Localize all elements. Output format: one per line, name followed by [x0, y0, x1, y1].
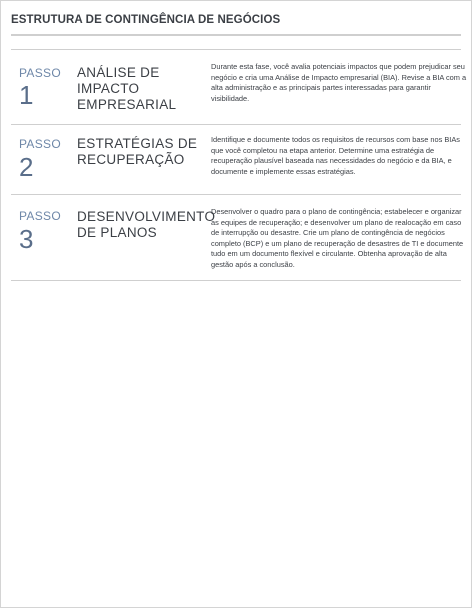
step-number: 2 [19, 152, 34, 182]
step-divider [11, 280, 461, 281]
step-number: 3 [19, 224, 34, 254]
step-title: ANÁLISE DE IMPACTO EMPRESARIAL [77, 65, 177, 112]
title-divider [11, 34, 461, 36]
step-label: PASSO [19, 137, 61, 151]
step-divider [11, 194, 461, 195]
step-description: Desenvolver o quadro para o plano de contingência; estabelecer e organizar as equipes de recuperação; e desenvolver um plano de realocação em caso de interrupção ou desastre. Crie um plano de contingência de negócios completo (BCP) e um plano de recuperação de desastres de TI e documente tudo em um documento flexível e circulante. Obtenha aprovação de alta gestão após a conclusão. [211, 207, 464, 269]
step-description: Identifique e documente todos os requisitos de recursos com base nos BIAs que você completou na etapa anterior. Determine uma estratégia de recuperação plausível baseada nas necessidades do negócio e da BIA, e documente e implemente essas estratégias. [211, 135, 460, 176]
step-label: PASSO [19, 209, 61, 223]
step-title: DESENVOLVIMENTO DE PLANOS [77, 209, 216, 240]
step-title: ESTRATÉGIAS DE RECUPERAÇÃO [77, 136, 198, 167]
step-divider [11, 124, 461, 125]
document-title: ESTRUTURA DE CONTINGÊNCIA DE NEGÓCIOS [11, 14, 281, 26]
step-number: 1 [19, 80, 34, 110]
step-label: PASSO [19, 66, 61, 80]
step-divider [11, 49, 461, 50]
step-description: Durante esta fase, você avalia potenciais impactos que podem prejudicar seu negócio e cria uma Análise de Impacto empresarial (BIA). Revise a BIA com a alta administração e as principais partes interessadas para garantir visibilidade. [211, 62, 467, 103]
